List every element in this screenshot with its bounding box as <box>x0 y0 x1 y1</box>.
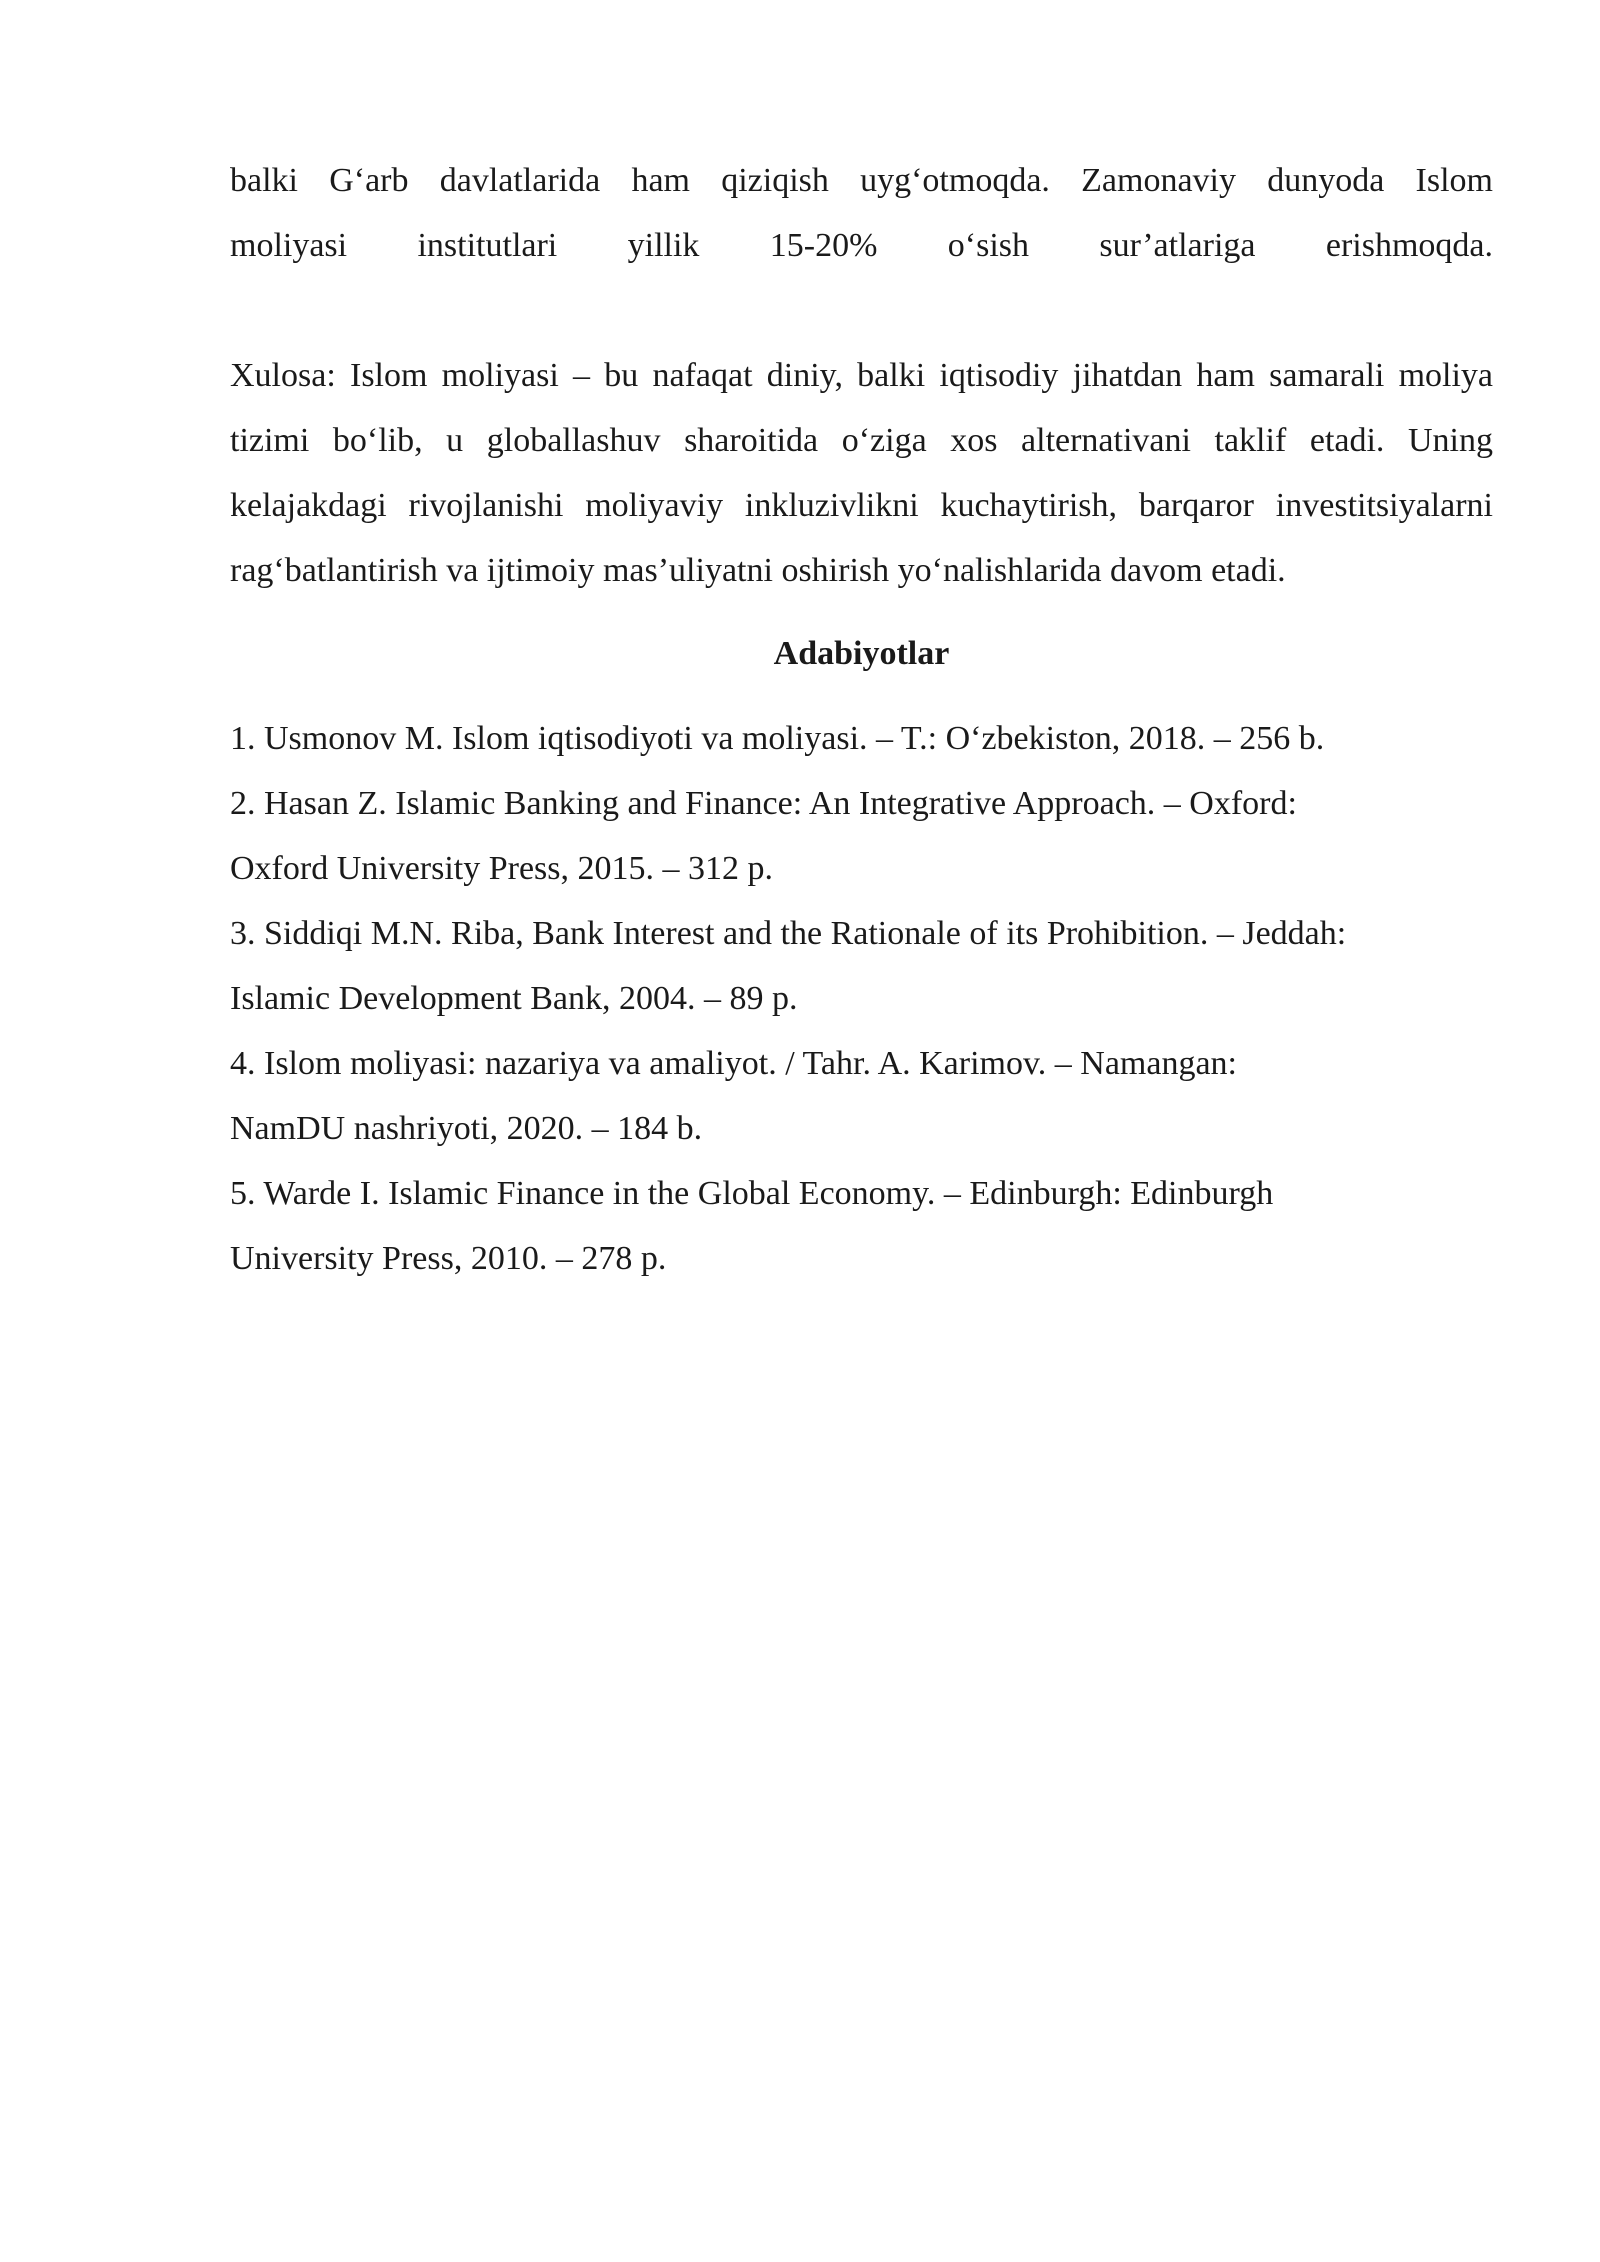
conclusion-paragraph: Xulosa: Islom moliyasi – bu nafaqat diniy, balki iqtisodiy jihatdan ham samarali moliya tizimi bo‘lib, u globallashuv sharoitida o‘ziga xos alternativani taklif etadi. Uning kelajakdagi rivojlanishi moliyaviy inkluzivlikni kuchaytirish, barqaror investitsiyalarni rag‘batlantirish va ijtimoiy mas’uliyatni oshirish yo‘nalishlarida davom etadi. <box>230 357 1493 589</box>
reference-item <box>230 771 1493 901</box>
reference-item <box>230 901 1493 1031</box>
reference-line: 4. Islom moliyasi: nazariya va amaliyot. / Tahr. A. Karimov. – Namangan: <box>230 1045 1238 1082</box>
document-page <box>230 148 1493 1291</box>
intro-line-1: balki G‘arb davlatlarida ham qiziqish uyg‘otmoqda. Zamonaviy dunyoda Islom <box>230 162 1493 199</box>
reference-line: 1. Usmonov M. Islom iqtisodiyoti va moliyasi. – T.: O‘zbekiston, 2018. – 256 b. <box>230 720 1325 757</box>
reference-item <box>230 1031 1493 1161</box>
references-list <box>230 706 1493 1291</box>
reference-line: University Press, 2010. – 278 p. <box>230 1240 667 1277</box>
reference-line: Oxford University Press, 2015. – 312 p. <box>230 850 774 887</box>
references-heading: Adabiyotlar <box>773 635 950 672</box>
intro-paragraph <box>230 148 1493 278</box>
reference-item <box>230 706 1493 771</box>
reference-line: 2. Hasan Z. Islamic Banking and Finance: An Integrative Approach. – Oxford: <box>230 785 1297 822</box>
reference-line: 5. Warde I. Islamic Finance in the Global Economy. – Edinburgh: Edinburgh <box>230 1175 1274 1212</box>
reference-item <box>230 1161 1493 1291</box>
reference-line: Islamic Development Bank, 2004. – 89 p. <box>230 980 798 1017</box>
reference-line: NamDU nashriyoti, 2020. – 184 b. <box>230 1110 703 1147</box>
reference-line: 3. Siddiqi M.N. Riba, Bank Interest and the Rationale of its Prohibition. – Jeddah: <box>230 915 1347 952</box>
paragraph-spacer <box>230 278 1493 343</box>
intro-line-2: moliyasi institutlari yillik 15-20% o‘sish sur’atlariga erishmoqda. <box>230 227 1493 264</box>
